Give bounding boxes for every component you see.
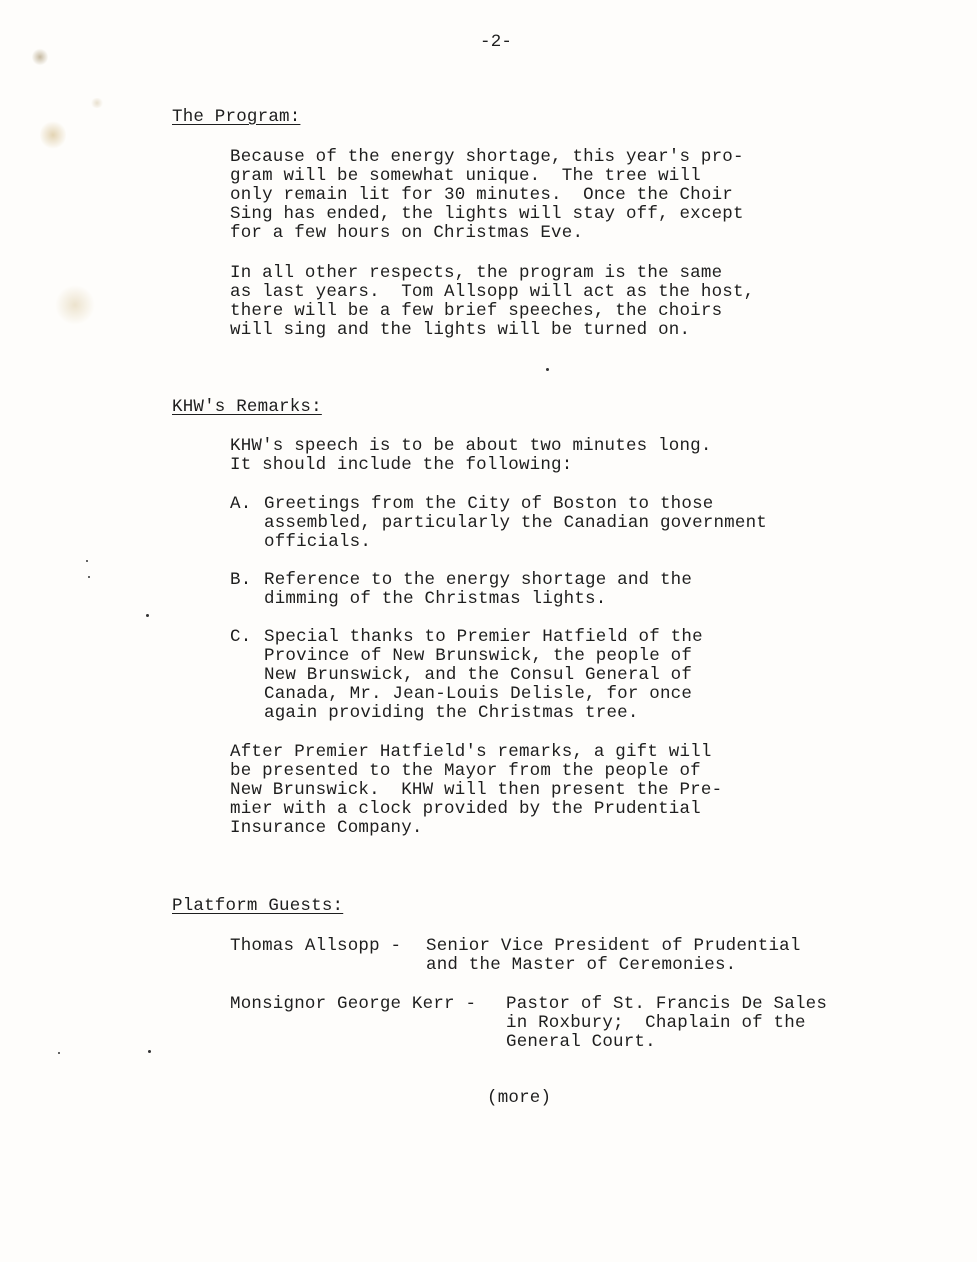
text-line: again providing the Christmas tree. bbox=[264, 703, 639, 723]
section-heading-program: The Program: bbox=[172, 107, 301, 127]
paper-speck bbox=[86, 560, 88, 562]
remarks-closing-paragraph bbox=[230, 743, 722, 838]
paper-speck bbox=[546, 368, 549, 371]
page-number: -2- bbox=[480, 32, 513, 52]
continuation-marker: (more) bbox=[487, 1088, 552, 1108]
paper-speck bbox=[88, 576, 90, 578]
text-line: In all other respects, the program is the same bbox=[230, 263, 723, 283]
program-paragraph-2 bbox=[230, 264, 754, 340]
text-line: dimming of the Christmas lights. bbox=[264, 589, 607, 609]
text-line: be presented to the Mayor from the people of bbox=[230, 761, 701, 781]
text-line: assembled, particularly the Canadian government bbox=[264, 513, 767, 533]
text-line: and the Master of Ceremonies. bbox=[426, 955, 737, 975]
text-line: in Roxbury; Chaplain of the bbox=[506, 1013, 806, 1033]
paper-speck bbox=[58, 1052, 60, 1054]
text-line: It should include the following: bbox=[230, 455, 573, 475]
text-line: will sing and the lights will be turned on. bbox=[230, 320, 691, 340]
text-line: as last years. Tom Allsopp will act as the host, bbox=[230, 282, 755, 302]
text-line: After Premier Hatfield's remarks, a gift will bbox=[230, 742, 712, 762]
text-line: Greetings from the City of Boston to those bbox=[264, 494, 714, 514]
guest-name: Thomas Allsopp - bbox=[230, 936, 412, 956]
text-line: there will be a few brief speeches, the choirs bbox=[230, 301, 723, 321]
text-line: KHW's speech is to be about two minutes long. bbox=[230, 436, 712, 456]
text-line: mier with a clock provided by the Prudential bbox=[230, 799, 701, 819]
list-item-text bbox=[264, 571, 692, 609]
paper-stain bbox=[55, 285, 95, 325]
paper-stain bbox=[90, 98, 104, 108]
text-line: Sing has ended, the lights will stay off, except bbox=[230, 204, 744, 224]
list-item-label: C. bbox=[230, 627, 252, 647]
list-item-text bbox=[264, 495, 767, 552]
text-line: for a few hours on Christmas Eve. bbox=[230, 223, 584, 243]
text-line: only remain lit for 30 minutes. Once the Choir bbox=[230, 185, 733, 205]
text-line: gram will be somewhat unique. The tree will bbox=[230, 166, 701, 186]
paper-stain bbox=[40, 120, 66, 150]
text-line: Senior Vice President of Prudential bbox=[426, 936, 801, 956]
section-heading-remarks: KHW's Remarks: bbox=[172, 397, 322, 417]
text-line: Province of New Brunswick, the people of bbox=[264, 646, 693, 666]
text-line: Reference to the energy shortage and the bbox=[264, 570, 693, 590]
list-item-text bbox=[264, 628, 703, 723]
text-line: officials. bbox=[264, 532, 372, 552]
text-line: New Brunswick, and the Consul General of bbox=[264, 665, 693, 685]
remarks-intro bbox=[230, 437, 712, 475]
paper-speck bbox=[148, 1050, 151, 1053]
text-line: Pastor of St. Francis De Sales bbox=[506, 994, 828, 1014]
paper-speck bbox=[146, 614, 149, 617]
text-line: General Court. bbox=[506, 1032, 656, 1052]
text-line: Canada, Mr. Jean-Louis Delisle, for once bbox=[264, 684, 693, 704]
guest-name: Monsignor George Kerr - bbox=[230, 994, 487, 1014]
text-line: New Brunswick. KHW will then present the Pre- bbox=[230, 780, 723, 800]
text-line: Insurance Company. bbox=[230, 818, 423, 838]
guest-description bbox=[426, 937, 801, 975]
list-item-label: A. bbox=[230, 494, 252, 514]
text-line: Because of the energy shortage, this year's pro- bbox=[230, 147, 744, 167]
program-paragraph-1 bbox=[230, 148, 744, 243]
list-item-label: B. bbox=[230, 570, 252, 590]
paper-stain bbox=[32, 48, 48, 66]
text-line: Special thanks to Premier Hatfield of the bbox=[264, 627, 703, 647]
guest-description bbox=[506, 995, 827, 1052]
section-heading-guests: Platform Guests: bbox=[172, 896, 344, 916]
